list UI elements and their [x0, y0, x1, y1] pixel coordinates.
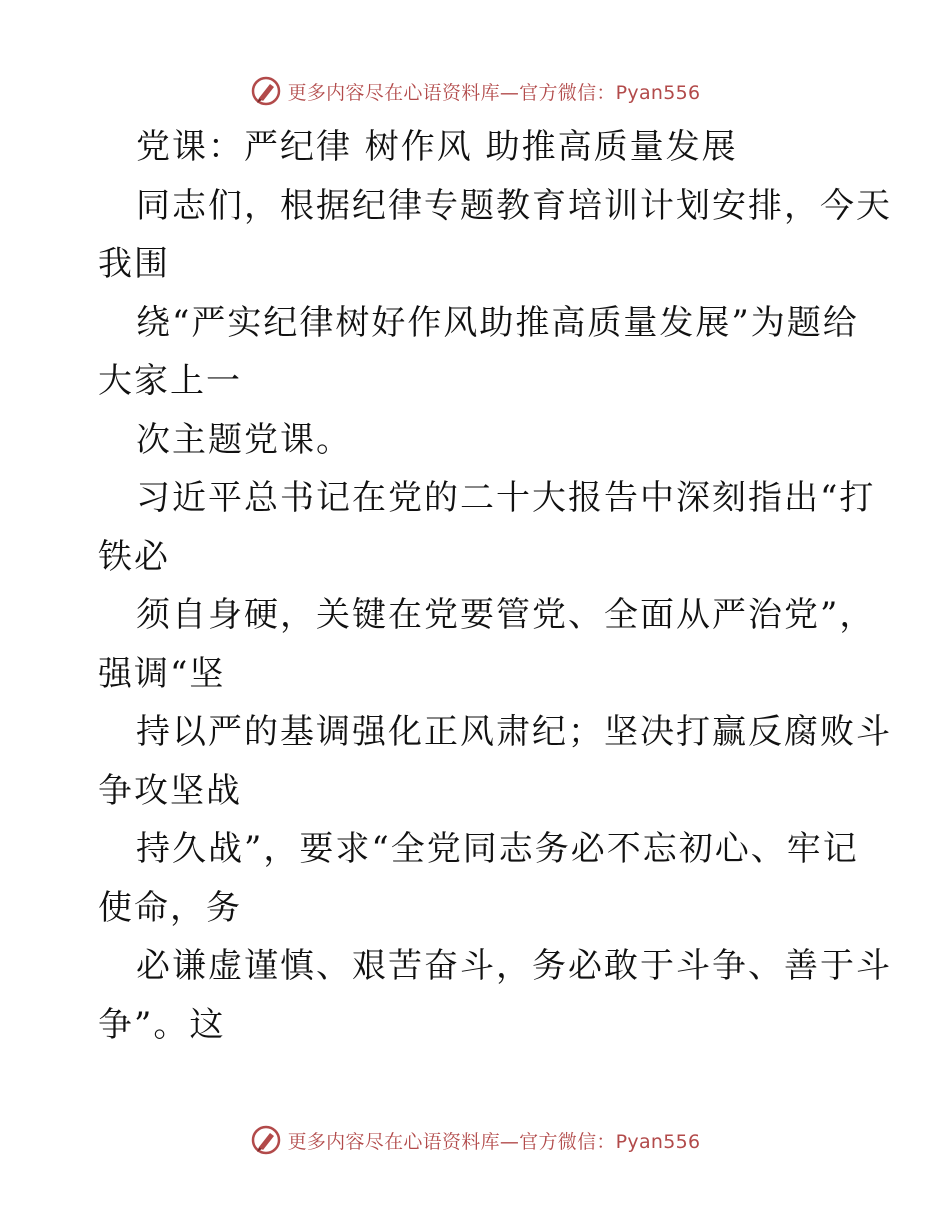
paragraph-line: 习近平总书记在党的二十大报告中深刻指出“打: [136, 478, 876, 518]
header-watermark-text: 更多内容尽在心语资料库—官方微信：Pyan556: [287, 81, 701, 104]
footer-watermark-text: 更多内容尽在心语资料库—官方微信：Pyan556: [287, 1130, 701, 1153]
paragraph-line: 强调“坚: [98, 653, 226, 694]
document-title: 党课：严纪律 树作风 助推高质量发展: [136, 127, 738, 167]
paragraph-line: 我围: [98, 244, 170, 284]
paragraph-line: 铁必: [98, 536, 170, 577]
paragraph-line: 持久战”，要求“全党同志务必不忘初心、牢记: [136, 829, 859, 869]
pen-logo-icon: [250, 1124, 282, 1156]
paragraph-line: 次主题党课。: [136, 419, 352, 460]
header-watermark: [0, 71, 950, 111]
paragraph-line: 同志们，根据纪律专题教育培训计划安排，今天: [136, 185, 892, 226]
paragraph-line: 争攻坚战: [98, 770, 242, 811]
pen-logo-icon: [250, 75, 282, 107]
paragraph-line: 必谦虚谨慎、艰苦奋斗，务必敢于斗争、善于斗: [136, 946, 892, 986]
paragraph-line: 须自身硬，关键在党要管党、全面从严治党”，: [136, 595, 876, 635]
paragraph-line: 持以严的基调强化正风肃纪；坚决打赢反腐败斗: [136, 712, 892, 752]
footer-watermark: [0, 1120, 950, 1160]
paragraph-line: 争”。这: [98, 1004, 226, 1045]
paragraph-line: 大家上一: [98, 361, 242, 401]
document-body: [98, 118, 892, 1054]
paragraph-line: 绕“严实纪律树好作风助推高质量发展”为题给: [136, 302, 859, 343]
paragraph-line: 使命，务: [98, 887, 242, 928]
